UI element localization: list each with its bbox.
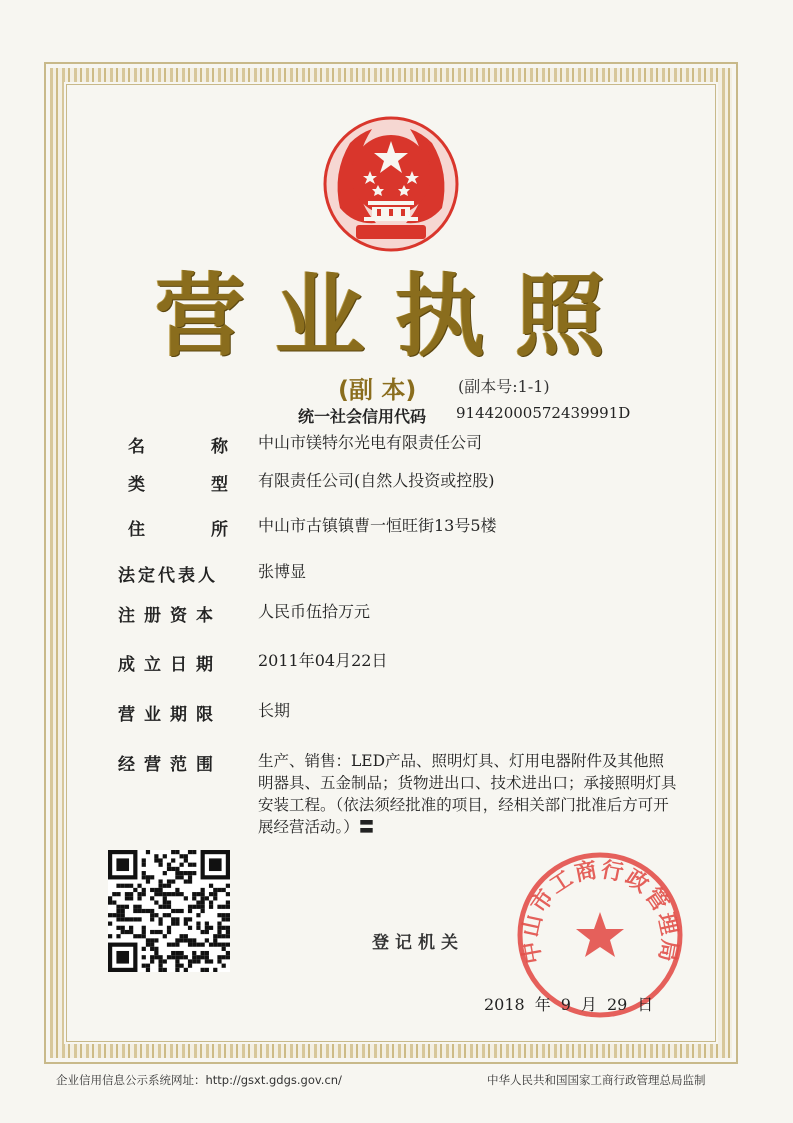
- field-value-scope: 生产、销售：LED产品、照明灯具、灯用电器附件及其他照明器具、五金制品；货物进出口、技术进出口；承接照明灯具安装工程。（依法须经批准的项目，经相关部门批准后方可开展经营活动。）〓: [258, 752, 677, 836]
- field-label: 经营范围: [118, 755, 222, 775]
- field-value-address: 中山市古镇镇曹一恒旺街13号5楼: [258, 516, 497, 535]
- footer-supervisor: 中华人民共和国国家工商行政管理总局监制: [487, 1073, 706, 1087]
- field-label: 类 型: [128, 475, 228, 495]
- field-value-established: 2011年04月22日: [258, 651, 388, 670]
- registration-authority-label: 登记机关: [372, 933, 464, 953]
- qr-code[interactable]: [108, 850, 230, 972]
- copy-number: (副本号:1-1): [458, 377, 550, 396]
- national-emblem-icon: [320, 113, 462, 255]
- field-label: 住 所: [128, 520, 228, 540]
- field-label: 法定代表人: [118, 566, 218, 586]
- field-value-capital: 人民币伍拾万元: [258, 602, 371, 621]
- issue-date: 2018 年 9 月 29 日: [484, 995, 654, 1014]
- field-value-term: 长期: [258, 701, 291, 720]
- field-value-company-type: 有限责任公司(自然人投资或控股): [258, 471, 495, 490]
- field-value-legal-rep: 张博显: [258, 562, 307, 581]
- footer-website: 企业信用信息公示系统网址：http://gsxt.gdgs.gov.cn/: [56, 1073, 342, 1087]
- field-label: 成立日期: [118, 655, 222, 675]
- credit-code-value: 91442000572439991D: [456, 404, 631, 422]
- document-title: 营业执照: [155, 264, 635, 369]
- field-label: 注册资本: [118, 606, 222, 626]
- credit-code-label: 统一社会信用代码: [298, 407, 427, 426]
- svg-text:中山市工商行政管理局: 中山市工商行政管理局: [518, 857, 682, 966]
- field-label: 营业期限: [118, 705, 222, 725]
- field-label: 名 称: [128, 437, 228, 457]
- field-value-company-name: 中山市镁特尔光电有限责任公司: [258, 433, 483, 452]
- copy-subtitle: (副 本): [338, 376, 417, 404]
